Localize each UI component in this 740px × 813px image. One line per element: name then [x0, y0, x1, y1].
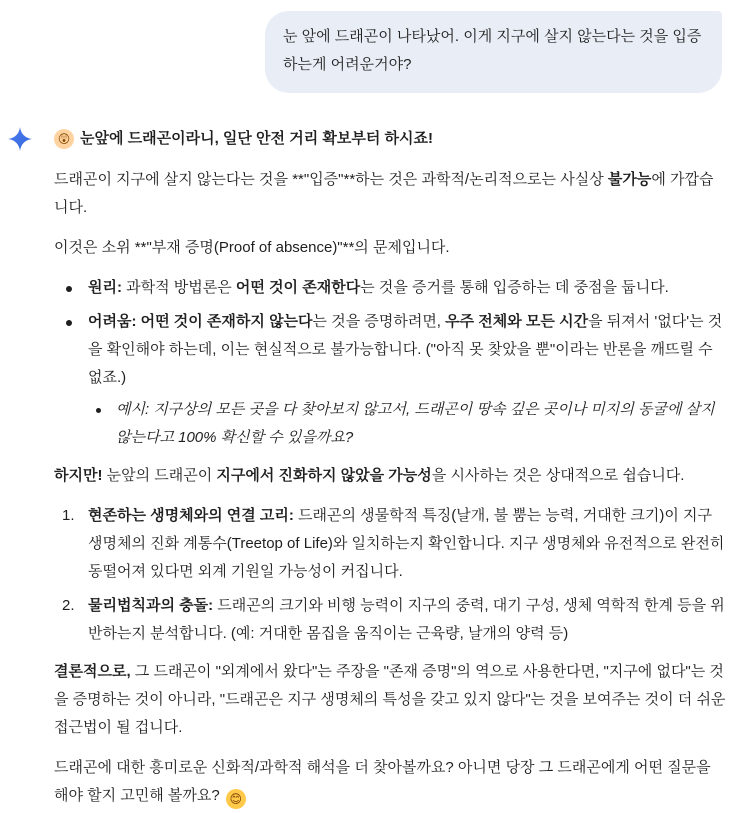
closing-paragraph — [54, 754, 726, 810]
however-label: 하지만! — [54, 467, 103, 484]
bullet-text: 는 것을 증거를 통해 입증하는 데 중점을 둡니다. — [360, 279, 669, 296]
intro-paragraph — [54, 166, 726, 222]
principle-list — [54, 274, 726, 452]
however-bold: 지구에서 진화하지 않았을 가능성 — [216, 467, 432, 484]
bullet-bold: 어떤 것이 존재하지 않는다 — [140, 313, 313, 330]
absence-paragraph: 이것은 소위 **"부재 증명(Proof of absence)"**의 문제입니다. — [54, 239, 450, 256]
conclusion-text: 그 드래곤이 "외계에서 왔다"는 주장을 "존재 증명"의 역으로 사용한다면, "지구에 없다"는 것을 증명하는 것이 아니라, "드래곤은 지구 생명체의 특성을 갖고 있지 않다"는 것을 보여주는 것이 더 쉬운 접근법이 될 겁니다. — [54, 663, 726, 736]
bullet-bold: 어떤 것이 존재한다 — [235, 279, 361, 296]
assistant-response — [54, 124, 726, 810]
however-text: 을 시사하는 것은 상대적으로 쉽습니다. — [431, 467, 685, 484]
example-sublist — [88, 396, 726, 452]
intro-text-a: 드래곤이 지구에 살지 않는다는 것을 **"입증"**하는 것은 과학적/논리적으로는 사실상 — [54, 171, 608, 188]
however-text: 눈앞의 드래곤이 — [102, 467, 217, 484]
list-number: 2. — [62, 597, 75, 614]
conclusion-paragraph — [54, 658, 726, 742]
list-number: 1. — [62, 507, 75, 524]
astonished-face-emoji-icon: 😲 — [54, 129, 74, 149]
list-item — [54, 308, 726, 452]
numbered-label: 물리법칙과의 충돌: — [88, 597, 214, 614]
list-item — [54, 274, 726, 302]
user-message-bubble — [265, 11, 722, 93]
gemini-sparkle-icon — [7, 126, 33, 152]
list-item: 예시: 지구상의 모든 곳을 다 찾아보지 않고서, 드래곤이 땅속 깊은 곳이나 미지의 동굴에 살지 않는다고 100% 확신할 수 있을까요? — [88, 396, 726, 452]
user-message-text: 눈 앞에 드래곤이 나타났어. 이게 지구에 살지 않는다는 것을 입증하는게 어려운거야? — [283, 28, 702, 73]
bullet-text: 는 것을 증명하려면, — [312, 313, 446, 330]
list-item — [54, 592, 726, 648]
numbered-list — [54, 502, 726, 648]
however-paragraph — [54, 462, 726, 490]
intro-bold: 불가능 — [607, 171, 652, 188]
grinning-face-emoji-icon: 😊 — [226, 789, 246, 809]
bullet-text: 을 뒤져서 '없다'는 것을 확인해야 하는데, 이는 현실적으로 불가능합니다. ("아직 못 찾았을 뿐"이라는 반론을 깨뜨릴 수 없죠.) — [88, 313, 723, 386]
conclusion-label: 결론적으로, — [54, 663, 131, 680]
bullet-label: 어려움: — [88, 313, 137, 330]
bullet-label: 원리: — [88, 279, 122, 296]
numbered-label: 현존하는 생명체와의 연결 고리: — [88, 507, 294, 524]
response-heading-text: 눈앞에 드래곤이라니, 일단 안전 거리 확보부터 하시죠! — [80, 130, 433, 147]
numbered-text: 드래곤의 생물학적 특징(날개, 불 뿜는 능력, 거대한 크기)이 지구 생명체의 진화 계통수(Treetop of Life)와 일치하는지 확인합니다. 지구 생명체와 유전적으로 완전히 동떨어져 있다면 외계 기원일 가능성이 커집니다. — [88, 507, 725, 580]
closing-text: 드래곤에 대한 흥미로운 신화적/과학적 해석을 더 찾아볼까요? 아니면 당장 그 드래곤에게 어떤 질문을 해야 할지 고민해 볼까요? — [54, 759, 711, 804]
intro-text-c: 에 가깝습니다. — [54, 171, 714, 216]
numbered-text: 드래곤의 크기와 비행 능력이 지구의 중력, 대기 구성, 생체 역학적 한계 등을 위반하는지 분석합니다. (예: 거대한 몸집을 움직이는 근육량, 날개의 양력 등) — [88, 597, 725, 642]
list-item — [54, 502, 726, 586]
response-heading — [54, 124, 726, 154]
bullet-text: 과학적 방법론은 — [121, 279, 236, 296]
bullet-bold: 우주 전체와 모든 시간 — [445, 313, 589, 330]
